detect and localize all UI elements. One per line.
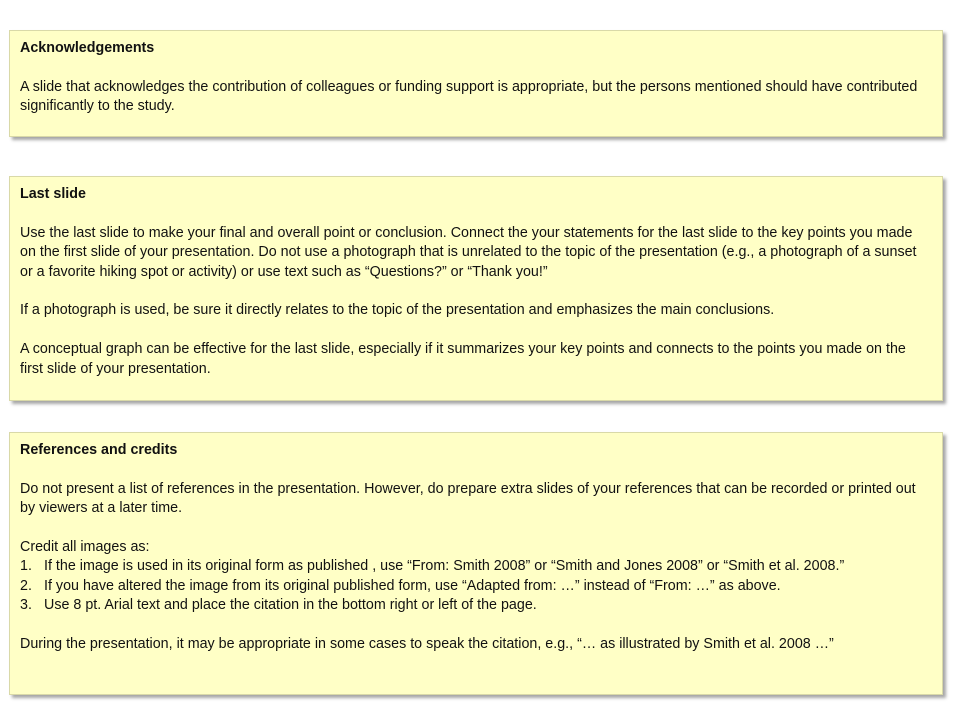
credit-item-number: 1. — [20, 558, 32, 575]
references-closing: During the presentation, it may be appropriate in some cases to speak the citation, e.g., “… as illustrated by Smith et al. 2008 …” — [20, 636, 834, 653]
last-slide-box — [9, 176, 943, 401]
credit-list-item — [20, 577, 932, 596]
credit-item-number: 2. — [20, 577, 32, 594]
acknowledgements-box — [9, 30, 943, 137]
acknowledgements-title: Acknowledgements — [20, 40, 155, 56]
last-slide-paragraph: If a photograph is used, be sure it directly relates to the topic of the presentation and emphasizes the main conclusions. — [20, 302, 775, 319]
credit-item-text: Use 8 pt. Arial text and place the citation in the bottom right or left of the page. — [44, 597, 537, 614]
credit-item-text: If the image is used in its original form as published , use “From: Smith 2008” or “Smith and Jones 2008” or “Smith et al. 2008.” — [44, 558, 845, 575]
last-slide-paragraph: A conceptual graph can be effective for the last slide, especially if it summarizes your key points and connects to the points you made on the first slide of your presentation. — [20, 341, 906, 377]
references-intro: Do not present a list of references in the presentation. However, do prepare extra slides of your references that can be recorded or printed out by viewers at a later time. — [20, 480, 916, 517]
credit-heading: Credit all images as: — [20, 539, 150, 555]
credit-item-number: 3. — [20, 597, 32, 614]
credit-list-item — [20, 557, 932, 576]
credit-list — [20, 557, 932, 615]
references-box — [9, 432, 943, 695]
credit-list-item — [20, 596, 932, 615]
last-slide-paragraph: Use the last slide to make your final and overall point or conclusion. Connect the your statements for the last slide to the key points you made on the first slide of your presentation. Do not use a photograph that is unrelated to the topic of the presentation (e.g., a photograph of a sunset or a favorite hiking spot or activity) or use text such as “Questions?” or “Thank you!” — [20, 224, 917, 280]
references-title: References and credits — [20, 442, 178, 458]
acknowledgements-body: A slide that acknowledges the contribution of colleagues or funding support is appropriate, but the persons mentioned should have contributed significantly to the study. — [20, 78, 918, 115]
last-slide-title: Last slide — [20, 186, 86, 202]
credit-item-text: If you have altered the image from its original published form, use “Adapted from: …” instead of “From: …” as above. — [44, 577, 781, 594]
